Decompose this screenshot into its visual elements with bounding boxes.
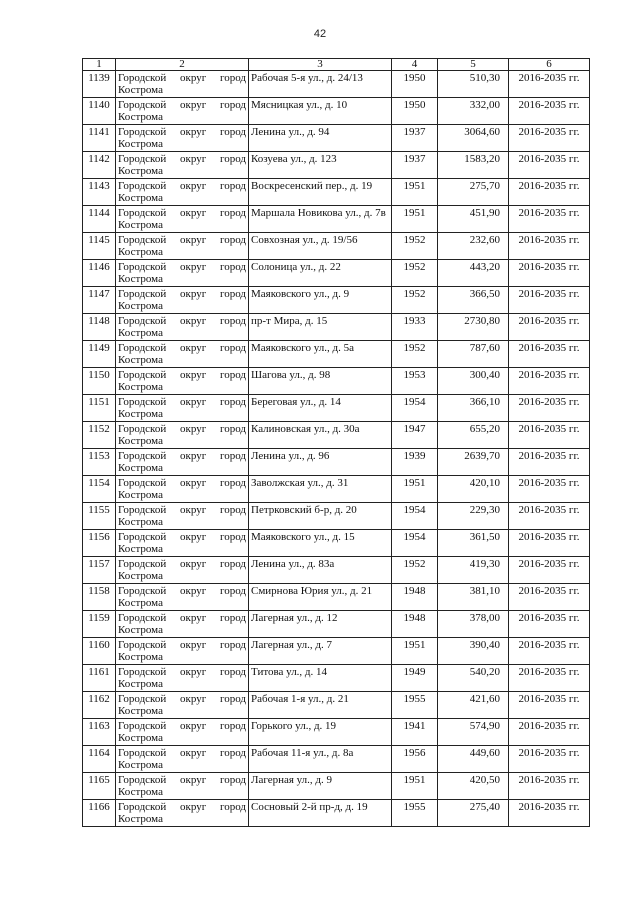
housing-table	[82, 58, 590, 827]
municipality-cell: Городской округ город Кострома	[116, 746, 249, 773]
area-cell: 366,10	[438, 395, 509, 422]
table-row	[83, 395, 590, 422]
column-header-6: 6	[509, 59, 590, 71]
area-cell: 443,20	[438, 260, 509, 287]
table-row	[83, 611, 590, 638]
row-number: 1155	[83, 503, 116, 530]
period-cell: 2016-2035 гг.	[509, 179, 590, 206]
area-cell: 419,30	[438, 557, 509, 584]
year-cell: 1956	[392, 746, 438, 773]
year-cell: 1951	[392, 206, 438, 233]
address-cell: Воскресенский пер., д. 19	[249, 179, 392, 206]
row-number: 1144	[83, 206, 116, 233]
table-row	[83, 719, 590, 746]
page-number: 42	[313, 28, 327, 40]
table-row	[83, 341, 590, 368]
address-cell: Рабочая 1-я ул., д. 21	[249, 692, 392, 719]
row-number: 1147	[83, 287, 116, 314]
area-cell: 275,70	[438, 179, 509, 206]
address-cell: пр-т Мира, д. 15	[249, 314, 392, 341]
table-row	[83, 449, 590, 476]
column-header-5: 5	[438, 59, 509, 71]
year-cell: 1955	[392, 800, 438, 827]
column-header-3: 3	[249, 59, 392, 71]
table-row	[83, 287, 590, 314]
address-cell: Смирнова Юрия ул., д. 21	[249, 584, 392, 611]
period-cell: 2016-2035 гг.	[509, 152, 590, 179]
period-cell: 2016-2035 гг.	[509, 719, 590, 746]
row-number: 1161	[83, 665, 116, 692]
municipality-cell: Городской округ город Кострома	[116, 179, 249, 206]
address-cell: Ленина ул., д. 83а	[249, 557, 392, 584]
table-row	[83, 125, 590, 152]
municipality-cell: Городской округ город Кострома	[116, 422, 249, 449]
period-cell: 2016-2035 гг.	[509, 233, 590, 260]
row-number: 1149	[83, 341, 116, 368]
row-number: 1150	[83, 368, 116, 395]
area-cell: 421,60	[438, 692, 509, 719]
year-cell: 1949	[392, 665, 438, 692]
row-number: 1141	[83, 125, 116, 152]
area-cell: 361,50	[438, 530, 509, 557]
year-cell: 1954	[392, 503, 438, 530]
municipality-cell: Городской округ город Кострома	[116, 476, 249, 503]
period-cell: 2016-2035 гг.	[509, 368, 590, 395]
address-cell: Сосновый 2-й пр-д, д. 19	[249, 800, 392, 827]
year-cell: 1937	[392, 125, 438, 152]
area-cell: 378,00	[438, 611, 509, 638]
row-number: 1148	[83, 314, 116, 341]
table-row	[83, 368, 590, 395]
area-cell: 540,20	[438, 665, 509, 692]
address-cell: Калиновская ул., д. 30а	[249, 422, 392, 449]
table-row	[83, 314, 590, 341]
row-number: 1159	[83, 611, 116, 638]
row-number: 1160	[83, 638, 116, 665]
area-cell: 510,30	[438, 71, 509, 98]
period-cell: 2016-2035 гг.	[509, 638, 590, 665]
year-cell: 1948	[392, 584, 438, 611]
row-number: 1154	[83, 476, 116, 503]
year-cell: 1954	[392, 530, 438, 557]
period-cell: 2016-2035 гг.	[509, 341, 590, 368]
row-number: 1164	[83, 746, 116, 773]
municipality-cell: Городской округ город Кострома	[116, 611, 249, 638]
row-number: 1139	[83, 71, 116, 98]
municipality-cell: Городской округ город Кострома	[116, 260, 249, 287]
period-cell: 2016-2035 гг.	[509, 206, 590, 233]
year-cell: 1951	[392, 638, 438, 665]
period-cell: 2016-2035 гг.	[509, 530, 590, 557]
period-cell: 2016-2035 гг.	[509, 287, 590, 314]
municipality-cell: Городской округ город Кострома	[116, 287, 249, 314]
year-cell: 1948	[392, 611, 438, 638]
table-row	[83, 179, 590, 206]
address-cell: Мясницкая ул., д. 10	[249, 98, 392, 125]
year-cell: 1951	[392, 179, 438, 206]
year-cell: 1954	[392, 395, 438, 422]
address-cell: Заволжская ул., д. 31	[249, 476, 392, 503]
address-cell: Шагова ул., д. 98	[249, 368, 392, 395]
area-cell: 366,50	[438, 287, 509, 314]
area-cell: 232,60	[438, 233, 509, 260]
table-row	[83, 476, 590, 503]
area-cell: 229,30	[438, 503, 509, 530]
municipality-cell: Городской округ город Кострома	[116, 341, 249, 368]
table-row	[83, 692, 590, 719]
area-cell: 300,40	[438, 368, 509, 395]
period-cell: 2016-2035 гг.	[509, 773, 590, 800]
table-row	[83, 773, 590, 800]
row-number: 1143	[83, 179, 116, 206]
municipality-cell: Городской округ город Кострома	[116, 449, 249, 476]
row-number: 1157	[83, 557, 116, 584]
area-cell: 381,10	[438, 584, 509, 611]
area-cell: 451,90	[438, 206, 509, 233]
area-cell: 420,10	[438, 476, 509, 503]
area-cell: 2639,70	[438, 449, 509, 476]
period-cell: 2016-2035 гг.	[509, 449, 590, 476]
address-cell: Петрковский б-р, д. 20	[249, 503, 392, 530]
period-cell: 2016-2035 гг.	[509, 665, 590, 692]
year-cell: 1952	[392, 287, 438, 314]
area-cell: 3064,60	[438, 125, 509, 152]
area-cell: 449,60	[438, 746, 509, 773]
address-cell: Маршала Новикова ул., д. 7в	[249, 206, 392, 233]
address-cell: Рабочая 11-я ул., д. 8а	[249, 746, 392, 773]
area-cell: 787,60	[438, 341, 509, 368]
year-cell: 1947	[392, 422, 438, 449]
period-cell: 2016-2035 гг.	[509, 611, 590, 638]
row-number: 1153	[83, 449, 116, 476]
row-number: 1140	[83, 98, 116, 125]
year-cell: 1937	[392, 152, 438, 179]
municipality-cell: Городской округ город Кострома	[116, 152, 249, 179]
year-cell: 1941	[392, 719, 438, 746]
table-row	[83, 584, 590, 611]
period-cell: 2016-2035 гг.	[509, 422, 590, 449]
column-header-1: 1	[83, 59, 116, 71]
year-cell: 1950	[392, 71, 438, 98]
period-cell: 2016-2035 гг.	[509, 98, 590, 125]
period-cell: 2016-2035 гг.	[509, 395, 590, 422]
address-cell: Совхозная ул., д. 19/56	[249, 233, 392, 260]
table-row	[83, 233, 590, 260]
period-cell: 2016-2035 гг.	[509, 584, 590, 611]
address-cell: Титова ул., д. 14	[249, 665, 392, 692]
municipality-cell: Городской округ город Кострома	[116, 638, 249, 665]
address-cell: Ленина ул., д. 94	[249, 125, 392, 152]
period-cell: 2016-2035 гг.	[509, 260, 590, 287]
table-row	[83, 422, 590, 449]
row-number: 1142	[83, 152, 116, 179]
year-cell: 1952	[392, 341, 438, 368]
column-header-2: 2	[116, 59, 249, 71]
municipality-cell: Городской округ город Кострома	[116, 233, 249, 260]
year-cell: 1952	[392, 233, 438, 260]
municipality-cell: Городской округ город Кострома	[116, 395, 249, 422]
year-cell: 1933	[392, 314, 438, 341]
municipality-cell: Городской округ город Кострома	[116, 125, 249, 152]
municipality-cell: Городской округ город Кострома	[116, 206, 249, 233]
row-number: 1151	[83, 395, 116, 422]
year-cell: 1953	[392, 368, 438, 395]
year-cell: 1951	[392, 476, 438, 503]
address-cell: Береговая ул., д. 14	[249, 395, 392, 422]
address-cell: Лагерная ул., д. 12	[249, 611, 392, 638]
address-cell: Маяковского ул., д. 5а	[249, 341, 392, 368]
table-row	[83, 503, 590, 530]
address-cell: Рабочая 5-я ул., д. 24/13	[249, 71, 392, 98]
area-cell: 275,40	[438, 800, 509, 827]
row-number: 1166	[83, 800, 116, 827]
row-number: 1165	[83, 773, 116, 800]
table-row	[83, 260, 590, 287]
area-cell: 574,90	[438, 719, 509, 746]
municipality-cell: Городской округ город Кострома	[116, 71, 249, 98]
year-cell: 1952	[392, 557, 438, 584]
table-row	[83, 530, 590, 557]
address-cell: Лагерная ул., д. 9	[249, 773, 392, 800]
period-cell: 2016-2035 гг.	[509, 314, 590, 341]
period-cell: 2016-2035 гг.	[509, 800, 590, 827]
municipality-cell: Городской округ город Кострома	[116, 719, 249, 746]
table-row	[83, 152, 590, 179]
municipality-cell: Городской округ город Кострома	[116, 773, 249, 800]
municipality-cell: Городской округ город Кострома	[116, 503, 249, 530]
period-cell: 2016-2035 гг.	[509, 125, 590, 152]
municipality-cell: Городской округ город Кострома	[116, 368, 249, 395]
year-cell: 1952	[392, 260, 438, 287]
municipality-cell: Городской округ город Кострома	[116, 800, 249, 827]
address-cell: Ленина ул., д. 96	[249, 449, 392, 476]
period-cell: 2016-2035 гг.	[509, 476, 590, 503]
municipality-cell: Городской округ город Кострома	[116, 665, 249, 692]
row-number: 1152	[83, 422, 116, 449]
area-cell: 420,50	[438, 773, 509, 800]
period-cell: 2016-2035 гг.	[509, 71, 590, 98]
table-row	[83, 746, 590, 773]
municipality-cell: Городской округ город Кострома	[116, 530, 249, 557]
period-cell: 2016-2035 гг.	[509, 692, 590, 719]
row-number: 1158	[83, 584, 116, 611]
column-number-row	[83, 59, 590, 71]
period-cell: 2016-2035 гг.	[509, 503, 590, 530]
area-cell: 390,40	[438, 638, 509, 665]
year-cell: 1955	[392, 692, 438, 719]
municipality-cell: Городской округ город Кострома	[116, 98, 249, 125]
period-cell: 2016-2035 гг.	[509, 746, 590, 773]
address-cell: Лагерная ул., д. 7	[249, 638, 392, 665]
area-cell: 655,20	[438, 422, 509, 449]
address-cell: Маяковского ул., д. 15	[249, 530, 392, 557]
table-row	[83, 71, 590, 98]
row-number: 1163	[83, 719, 116, 746]
table-row	[83, 665, 590, 692]
row-number: 1146	[83, 260, 116, 287]
area-cell: 1583,20	[438, 152, 509, 179]
area-cell: 2730,80	[438, 314, 509, 341]
address-cell: Горького ул., д. 19	[249, 719, 392, 746]
row-number: 1145	[83, 233, 116, 260]
municipality-cell: Городской округ город Кострома	[116, 584, 249, 611]
row-number: 1162	[83, 692, 116, 719]
municipality-cell: Городской округ город Кострома	[116, 314, 249, 341]
area-cell: 332,00	[438, 98, 509, 125]
year-cell: 1950	[392, 98, 438, 125]
table-row	[83, 638, 590, 665]
address-cell: Солоница ул., д. 22	[249, 260, 392, 287]
row-number: 1156	[83, 530, 116, 557]
column-header-4: 4	[392, 59, 438, 71]
table-row	[83, 98, 590, 125]
table-row	[83, 206, 590, 233]
table-row	[83, 800, 590, 827]
table-row	[83, 557, 590, 584]
municipality-cell: Городской округ город Кострома	[116, 692, 249, 719]
address-cell: Маяковского ул., д. 9	[249, 287, 392, 314]
year-cell: 1939	[392, 449, 438, 476]
period-cell: 2016-2035 гг.	[509, 557, 590, 584]
municipality-cell: Городской округ город Кострома	[116, 557, 249, 584]
year-cell: 1951	[392, 773, 438, 800]
address-cell: Козуева ул., д. 123	[249, 152, 392, 179]
